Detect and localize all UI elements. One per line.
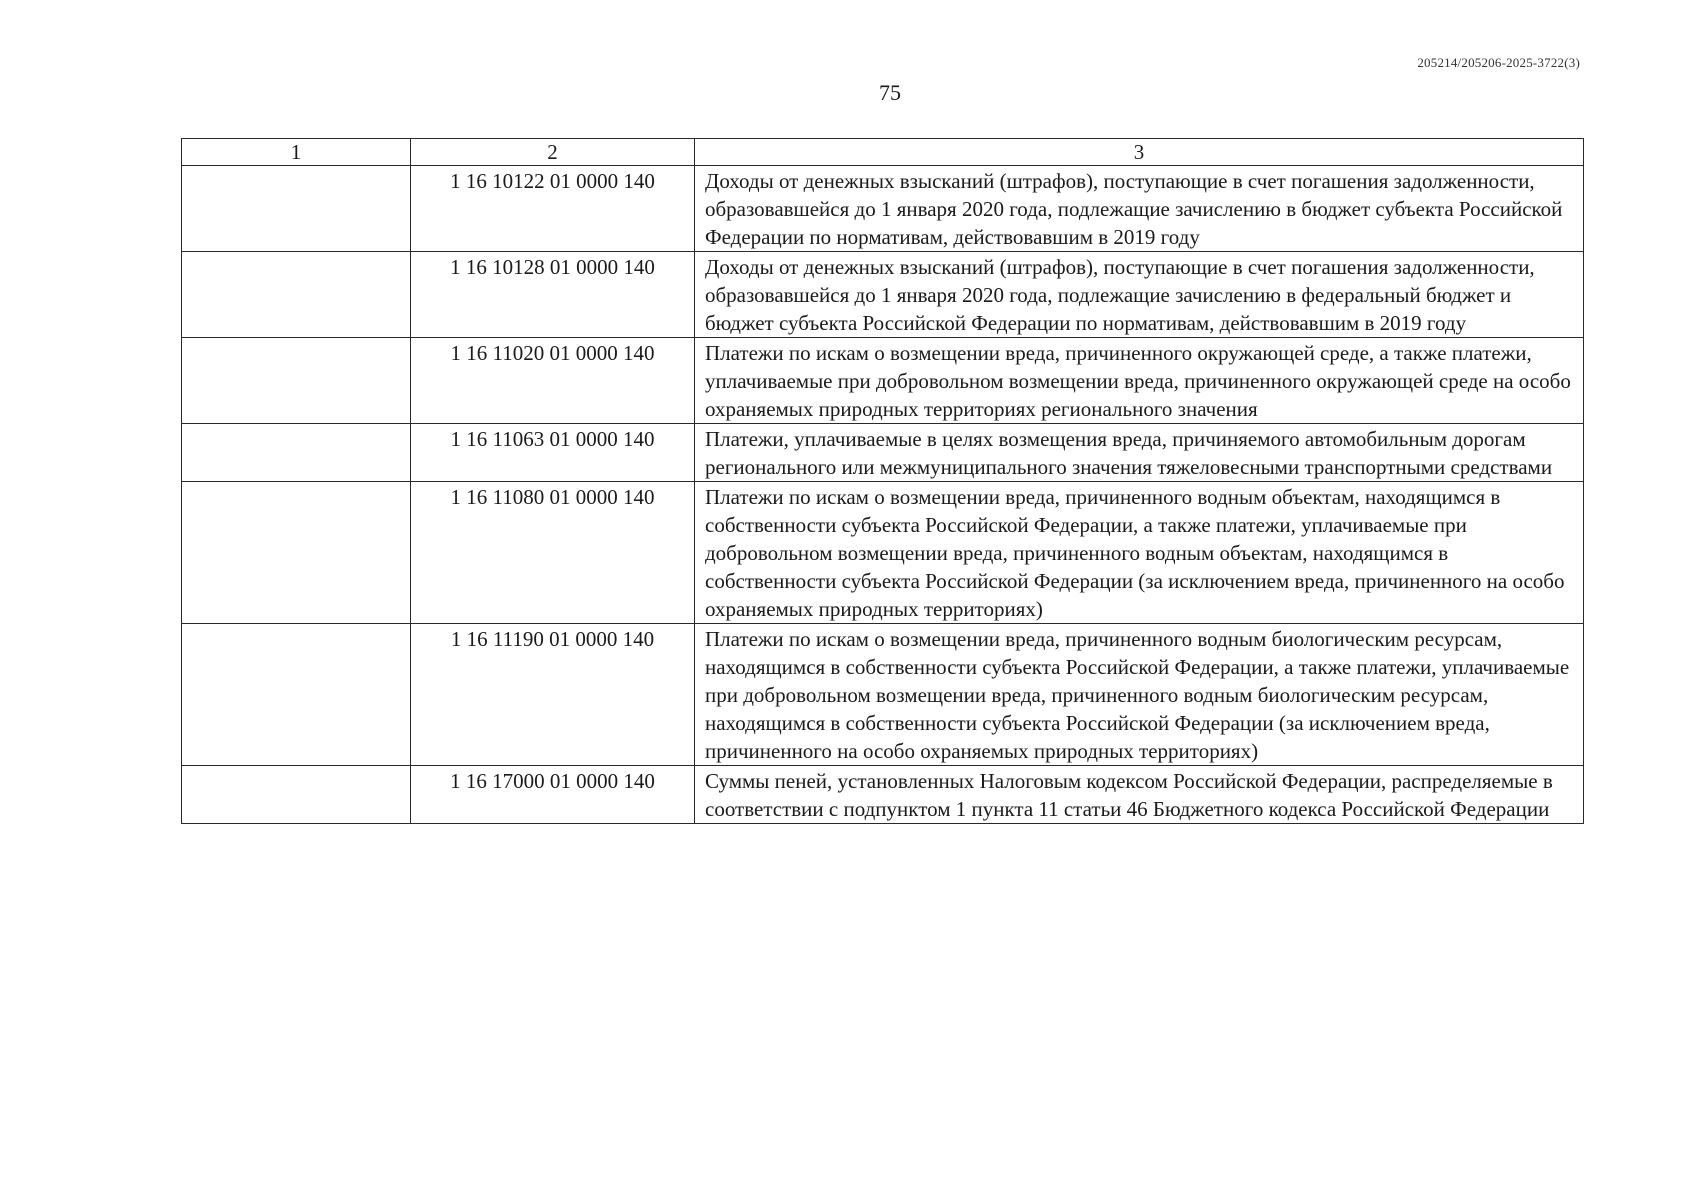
budget-code-cell: 1 16 17000 01 0000 140 [411, 766, 695, 824]
row-col1-cell [182, 338, 411, 424]
row-col1-cell [182, 482, 411, 624]
budget-code-cell: 1 16 10122 01 0000 140 [411, 166, 695, 252]
table-row [182, 624, 1584, 766]
description-cell: Доходы от денежных взысканий (штрафов), поступающие в счет погашения задолженности, образовавшейся до 1 января 2020 года, подлежащие зачислению в бюджет субъекта Российской Федерации по нормативам, действовавшим в 2019 году [695, 166, 1584, 252]
description-cell: Платежи по искам о возмещении вреда, причиненного водным объектам, находящимся в собственности субъекта Российской Федерации, а также платежи, уплачиваемые при добровольном возмещении вреда, причиненного водным объектам, находящимся в собственности субъекта Российской Федерации (за исключением вреда, причиненного на особо охраняемых природных территориях) [695, 482, 1584, 624]
table-row [182, 482, 1584, 624]
budget-code-cell: 1 16 10128 01 0000 140 [411, 252, 695, 338]
table-row [182, 338, 1584, 424]
description-cell: Суммы пеней, установленных Налоговым кодексом Российской Федерации, распределяемые в соответствии с подпунктом 1 пункта 11 статьи 46 Бюджетного кодекса Российской Федерации [695, 766, 1584, 824]
budget-code-cell: 1 16 11063 01 0000 140 [411, 424, 695, 482]
column-header-1: 1 [182, 139, 411, 166]
table-row [182, 252, 1584, 338]
description-cell: Платежи, уплачиваемые в целях возмещения вреда, причиняемого автомобильным дорогам регионального или межмуниципального значения тяжеловесными транспортными средствами [695, 424, 1584, 482]
row-col1-cell [182, 766, 411, 824]
description-cell: Платежи по искам о возмещении вреда, причиненного водным биологическим ресурсам, находящимся в собственности субъекта Российской Федерации, а также платежи, уплачиваемые при добровольном возмещении вреда, причиненного водным биологическим ресурсам, находящимся в собственности субъекта Российской Федерации (за исключением вреда, причиненного на особо охраняемых природных территориях) [695, 624, 1584, 766]
description-cell: Платежи по искам о возмещении вреда, причиненного окружающей среде, а также платежи, уплачиваемые при добровольном возмещении вреда, причиненного окружающей среде на особо охраняемых природных территориях регионального значения [695, 338, 1584, 424]
table-row [182, 766, 1584, 824]
description-cell: Доходы от денежных взысканий (штрафов), поступающие в счет погашения задолженности, образовавшейся до 1 января 2020 года, подлежащие зачислению в федеральный бюджет и бюджет субъекта Российской Федерации по нормативам, действовавшим в 2019 году [695, 252, 1584, 338]
column-header-3: 3 [695, 139, 1584, 166]
table-row [182, 424, 1584, 482]
column-header-2: 2 [411, 139, 695, 166]
row-col1-cell [182, 424, 411, 482]
row-col1-cell [182, 166, 411, 252]
table-header-row [182, 139, 1584, 166]
budget-code-cell: 1 16 11020 01 0000 140 [411, 338, 695, 424]
budget-code-cell: 1 16 11080 01 0000 140 [411, 482, 695, 624]
budget-code-cell: 1 16 11190 01 0000 140 [411, 624, 695, 766]
row-col1-cell [182, 624, 411, 766]
page-number: 75 [879, 80, 901, 105]
row-col1-cell [182, 252, 411, 338]
revenue-codes-table [181, 138, 1584, 824]
table-row [182, 166, 1584, 252]
document-id: 205214/205206-2025-3722(3) [1417, 55, 1580, 70]
